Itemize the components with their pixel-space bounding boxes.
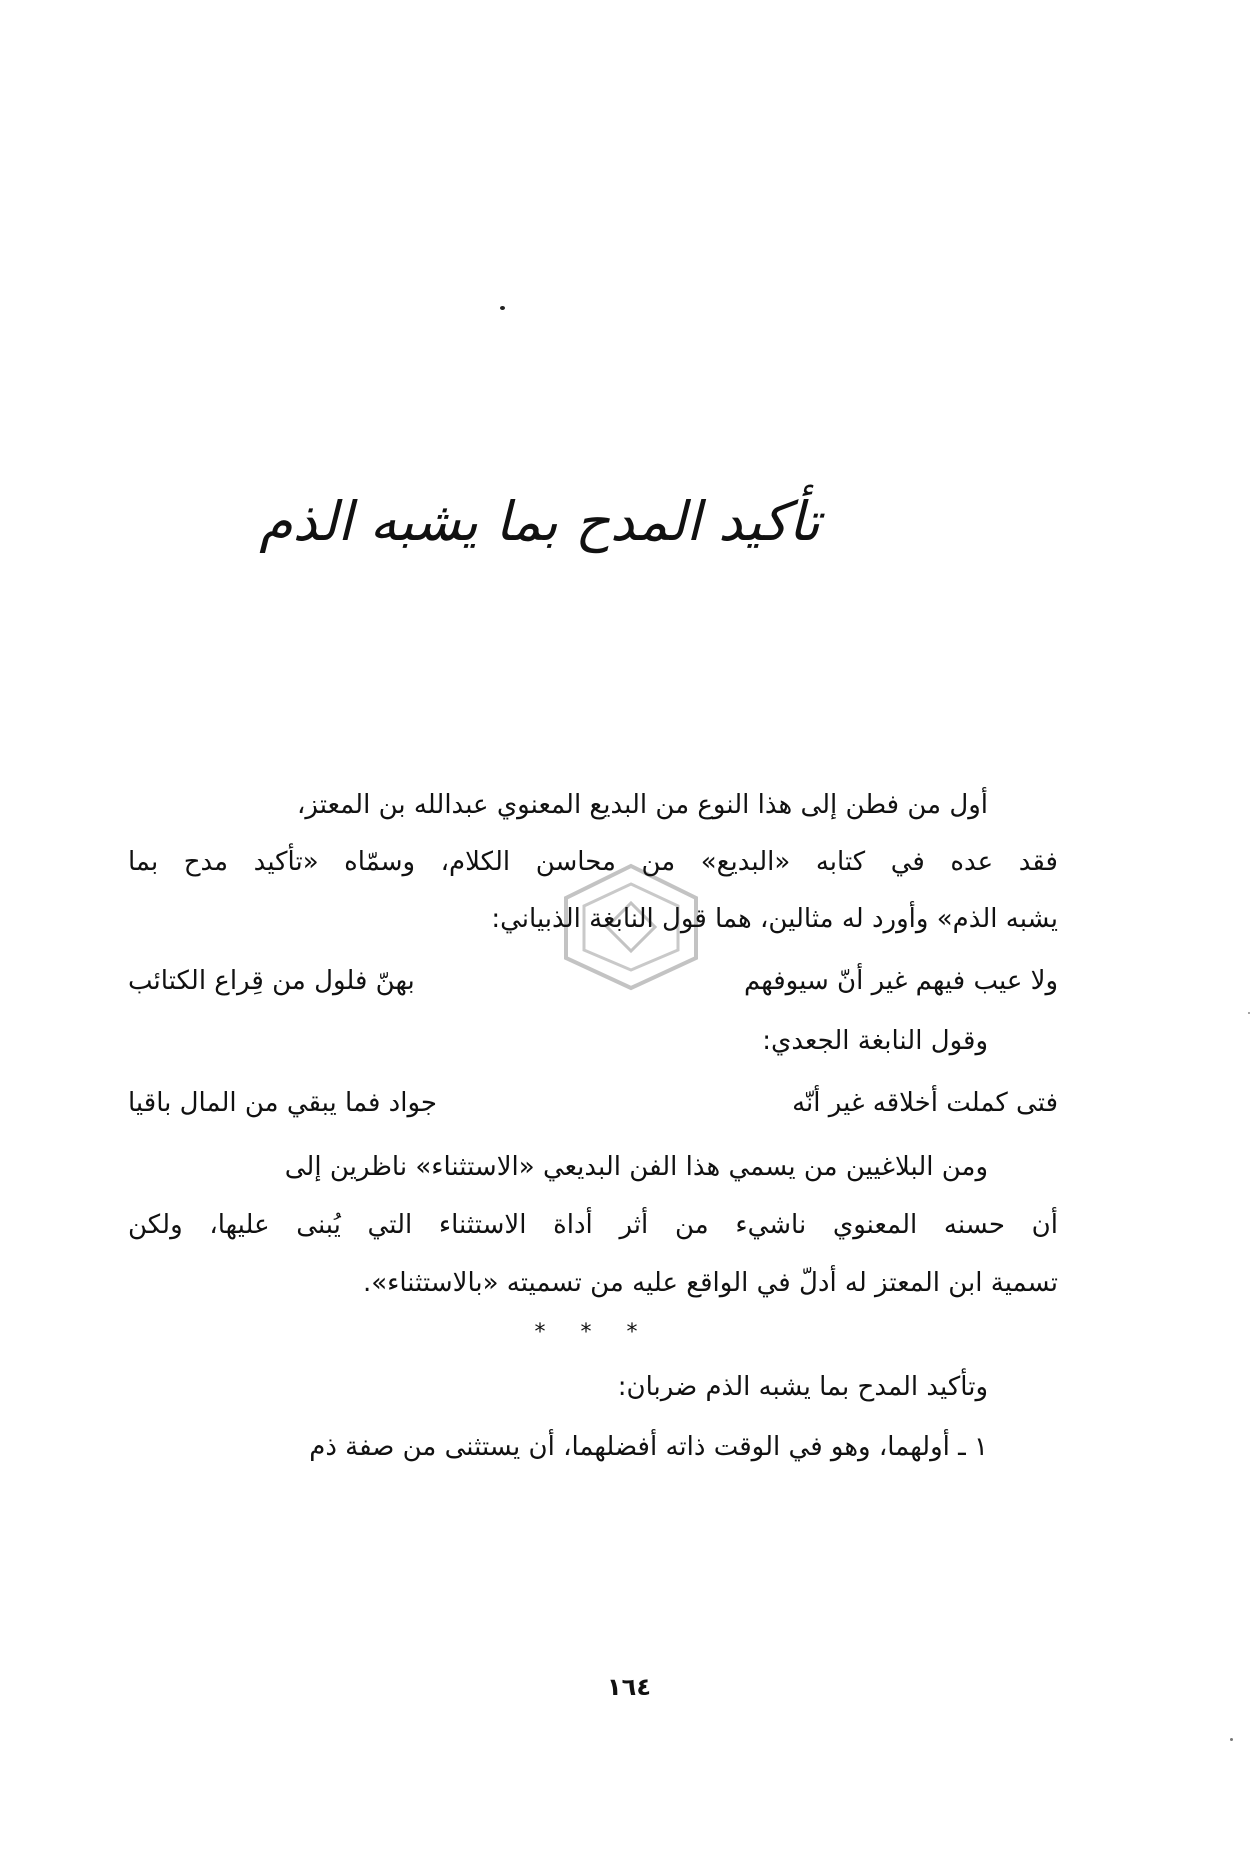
page-number: ١٦٤ <box>607 1673 651 1701</box>
paragraph-line: فقد عده في كتابه «البديع» من محاسن الكلام، وسمّاه «تأكيد مدح بما <box>128 847 1058 877</box>
paragraph-line: أن حسنه المعنوي ناشيء من أثر أداة الاستثناء التي يُبنى عليها، ولكن <box>128 1210 1058 1240</box>
verse-hemistich-right: فتى كملت أخلاقه غير أنّه <box>792 1088 1058 1118</box>
ink-speck <box>1248 1012 1250 1014</box>
verse-line <box>128 966 1058 996</box>
verse-intro: وقول النابغة الجعدي: <box>762 1026 988 1056</box>
verse-line <box>128 1088 1058 1118</box>
list-item: ١ ـ أولهما، وهو في الوقت ذاته أفضلهما، أن يستثنى من صفة ذم <box>309 1432 988 1462</box>
ink-speck <box>1230 1738 1233 1741</box>
section-separator: * * * <box>534 1320 652 1345</box>
verse-hemistich-left: بهنّ فلول من قِراع الكتائب <box>128 966 415 996</box>
paragraph-line: أول من فطن إلى هذا النوع من البديع المعنوي عبدالله بن المعتز، <box>297 790 988 820</box>
verse-hemistich-right: ولا عيب فيهم غير أنّ سيوفهم <box>743 966 1058 996</box>
paragraph-line: تسمية ابن المعتز له أدلّ في الواقع عليه من تسميته «بالاستثناء». <box>362 1268 1058 1298</box>
paragraph-line: ومن البلاغيين من يسمي هذا الفن البديعي «الاستثناء» ناظرين إلى <box>284 1152 988 1182</box>
ink-speck <box>500 306 505 310</box>
section-intro: وتأكيد المدح بما يشبه الذم ضربان: <box>617 1372 988 1402</box>
chapter-title: تأكيد المدح بما يشبه الذم <box>259 490 820 553</box>
paragraph-line: يشبه الذم» وأورد له مثالين، هما قول النابغة الذبياني: <box>491 904 1058 934</box>
verse-hemistich-left: جواد فما يبقي من المال باقيا <box>128 1088 437 1118</box>
